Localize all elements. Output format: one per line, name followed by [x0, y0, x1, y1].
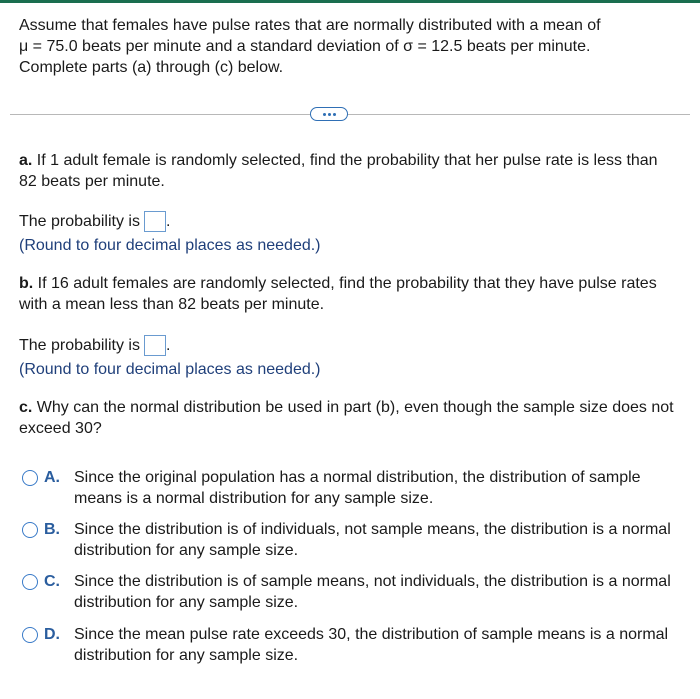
- choice-b[interactable]: [22, 519, 682, 561]
- choice-text: Since the distribution is of sample means, not individuals, the distribution is a normal distribution for any sample size.: [74, 573, 671, 611]
- part-c-question: [19, 397, 679, 439]
- part-a-text: If 1 adult female is randomly selected, find the probability that her pulse rate is less than 82 beats per minute.: [19, 152, 658, 190]
- choice-text: Since the mean pulse rate exceeds 30, the distribution of sample means is a normal distribution for any sample size.: [74, 626, 669, 664]
- top-accent-bar: [0, 0, 700, 3]
- intro-line-3: Complete parts (a) through (c) below.: [19, 59, 284, 76]
- choice-c[interactable]: [22, 571, 682, 613]
- part-a-label: a.: [19, 152, 33, 169]
- choice-letter: B.: [44, 521, 60, 538]
- expand-more-button[interactable]: [310, 107, 348, 121]
- intro-line-1: Assume that females have pulse rates that are normally distributed with a mean of: [19, 17, 601, 34]
- ellipsis-icon: [323, 113, 326, 116]
- choice-letter: D.: [44, 626, 60, 643]
- problem-intro: [19, 15, 679, 78]
- choice-letter: A.: [44, 469, 60, 486]
- part-b-answer-prefix: The probability is: [19, 337, 140, 354]
- radio-button[interactable]: [22, 522, 38, 538]
- choice-text: Since the distribution is of individuals, not sample means, the distribution is a normal distribution for any sample size.: [74, 521, 671, 559]
- part-a-hint: (Round to four decimal places as needed.): [19, 237, 321, 254]
- radio-button[interactable]: [22, 574, 38, 590]
- radio-button[interactable]: [22, 470, 38, 486]
- part-b-answer-suffix: .: [165, 337, 171, 354]
- part-b-answer-input[interactable]: [144, 335, 166, 356]
- part-b-question: [19, 273, 679, 315]
- intro-line-2: μ = 75.0 beats per minute and a standard deviation of σ = 12.5 beats per minute.: [19, 38, 591, 55]
- choice-text: Since the original population has a normal distribution, the distribution of sample means is a normal distribution for any sample size.: [74, 469, 641, 507]
- part-c-text: Why can the normal distribution be used in part (b), even though the sample size does not exceed 30?: [19, 399, 674, 437]
- part-a-answer-suffix: .: [165, 213, 171, 230]
- radio-button[interactable]: [22, 627, 38, 643]
- part-b-text: If 16 adult females are randomly selected, find the probability that they have pulse rates with a mean less than 82 beats per minute.: [19, 275, 657, 313]
- part-a-answer-line: [19, 211, 170, 232]
- choice-d[interactable]: [22, 624, 682, 666]
- part-a-question: [19, 150, 679, 192]
- section-divider: [10, 114, 690, 115]
- part-b-label: b.: [19, 275, 34, 292]
- part-a-answer-prefix: The probability is: [19, 213, 140, 230]
- part-a-answer-input[interactable]: [144, 211, 166, 232]
- part-c-label: c.: [19, 399, 33, 416]
- choice-letter: C.: [44, 573, 60, 590]
- part-b-hint: (Round to four decimal places as needed.): [19, 361, 321, 378]
- part-b-answer-line: [19, 335, 170, 356]
- choice-a[interactable]: [22, 467, 682, 509]
